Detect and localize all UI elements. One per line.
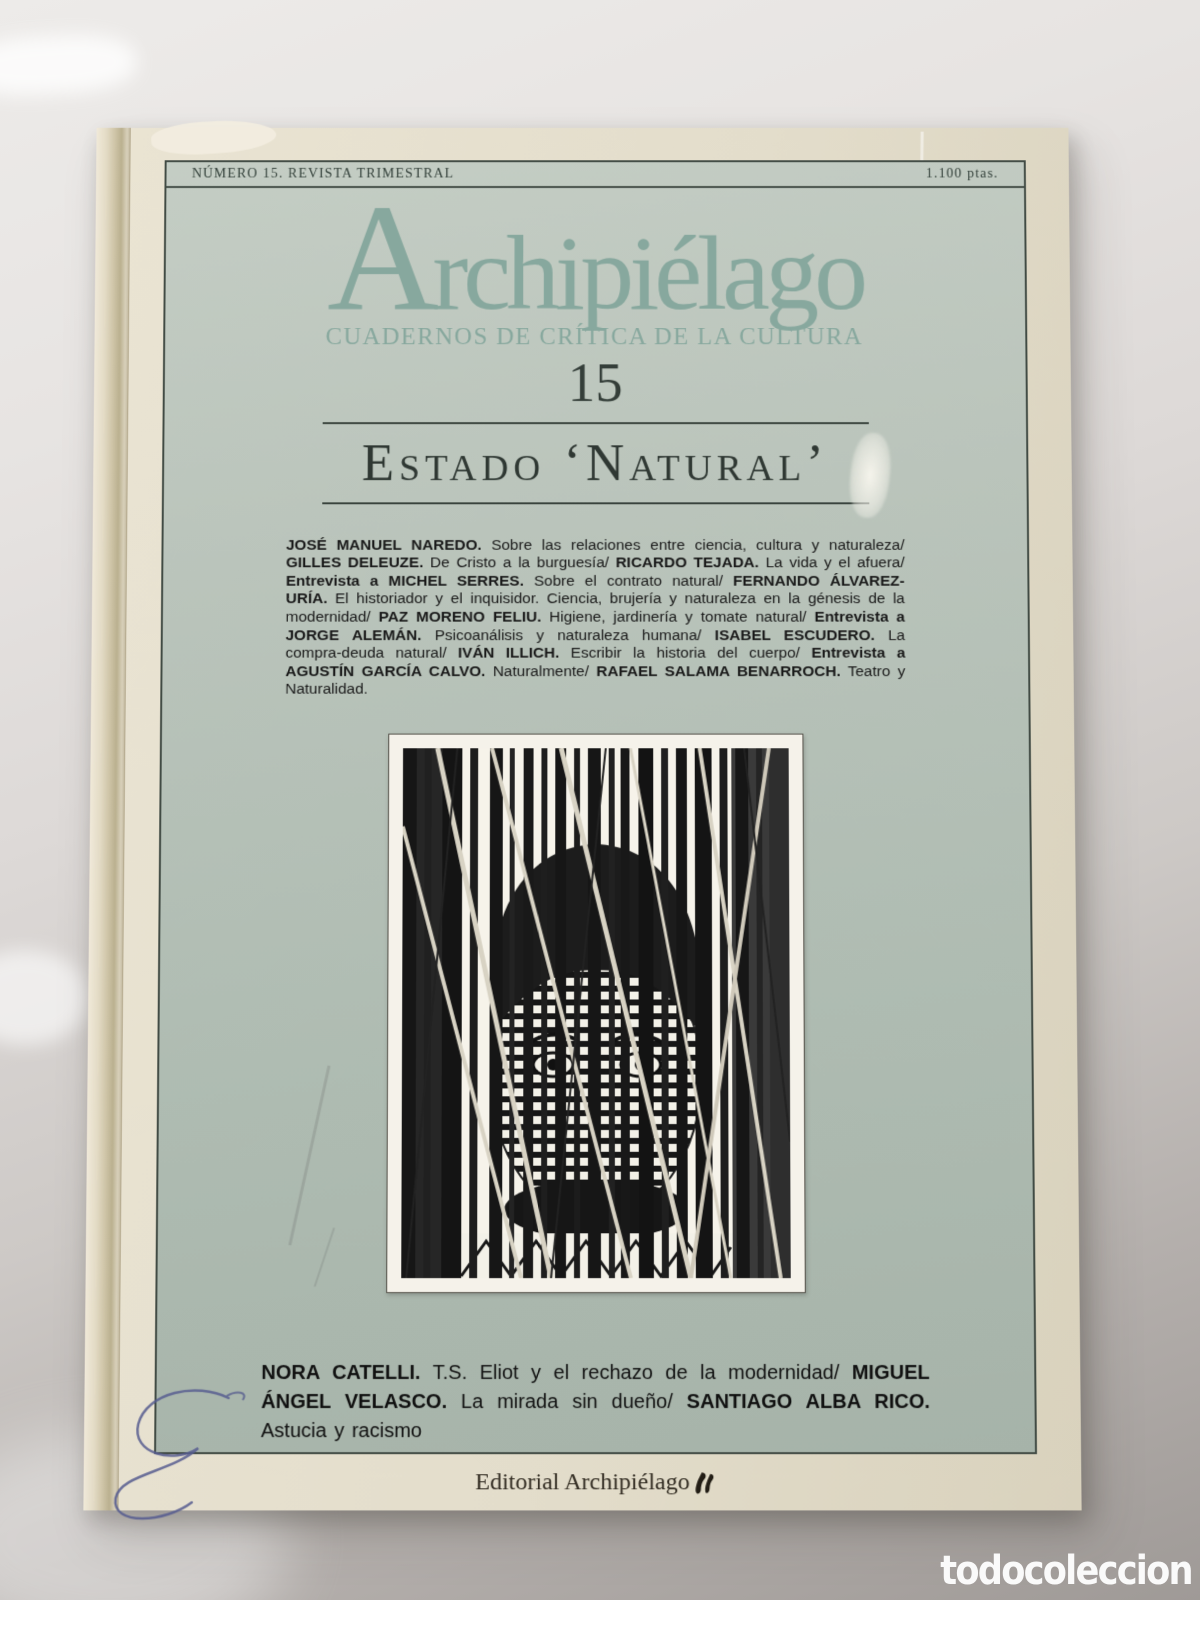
face-behind-reeds-drawing [401,748,791,1278]
pencil-smudge [314,1228,335,1287]
author-name: NORA CATELLI. [261,1362,421,1385]
title-rest: rchipiélago [432,214,864,332]
article-title: La compra-deuda natural/ [285,627,906,662]
page-edges [83,128,130,1511]
title-initial: A [327,174,440,343]
article-title: De Cristo a la burguesía/ [423,554,616,572]
magazine-title [325,174,865,351]
publisher-name: Editorial Archipiélago [475,1468,690,1495]
worn-corner [150,117,277,158]
author-name: RAFAEL SALAMA BENARROCH. [596,663,841,680]
cover-illustration [386,734,806,1293]
article-title: La vida y el afuera/ [758,554,905,572]
author-name: MIGUEL ÁNGEL VELASCO. [261,1362,930,1414]
author-name: JOSÉ MANUEL NAREDO. [286,536,482,554]
surface-highlight [0,32,137,99]
author-name: Entrevista a MICHEL SERRES. [285,572,524,590]
issue-number: 15 [567,353,623,414]
issue-label: NÚMERO 15. REVISTA TRIMESTRAL [191,166,455,182]
author-name: FERNANDO ÁLVAREZ-URÍA. [285,572,905,608]
article-title: Psicoanálisis y naturaleza humana/ [421,627,715,644]
article-title: T.S. Eliot y el rechazo de la modernidad/ [420,1362,852,1385]
article-title: Sobre el contrato natural/ [523,572,734,590]
author-name: ISABEL ESCUDERO. [714,627,875,644]
author-name: IVÁN ILLICH. [457,645,560,662]
article-title: Escribir la historia del cuerpo/ [559,645,812,662]
article-title: Naturalmente/ [485,663,597,680]
article-title: El historiador y el inquisidor. Ciencia, brujería y naturaleza en la génesis de la modernidad/ [285,590,905,626]
features-paragraph [261,1359,930,1446]
author-name: PAZ MORENO FELIU. [378,609,542,626]
price-label: 1.100 ptas. [925,166,999,182]
surface-highlight [0,950,90,1045]
contents-paragraph [285,537,905,700]
article-title: La mirada sin dueño/ [447,1391,687,1414]
article-title: Higiene, jardinería y tomate natural/ [541,609,815,626]
watermark: todocoleccion [940,1548,1192,1594]
masthead [166,162,1024,188]
magazine-cover [83,128,1081,1511]
author-name: RICARDO TEJADA. [615,554,759,572]
author-name: Entrevista a AGUSTÍN GARCÍA CALVO. [285,645,906,680]
author-name: GILLES DELEUZE. [285,554,424,572]
divider-rule-top [322,422,868,424]
divider-rule-bottom [322,502,869,504]
article-title: Sobre las relaciones entre ciencia, cultura y naturaleza/ [481,536,905,554]
pen-scribble [75,1380,309,1533]
pencil-smudge [288,1065,330,1245]
article-title: Teatro y Naturalidad. [285,663,906,698]
cover-panel [154,160,1037,1454]
author-name: Entrevista a JORGE ALEMÁN. [285,609,906,644]
title-subtitle: CUADERNOS DE CRÍTICA DE LA CULTURA [325,324,864,350]
theme-title: Estado ‘Natural’ [361,433,829,492]
author-name: SANTIAGO ALBA RICO. [686,1391,930,1414]
article-title: Astucia y racismo [260,1420,422,1443]
publisher-logo-icon [694,1470,716,1498]
